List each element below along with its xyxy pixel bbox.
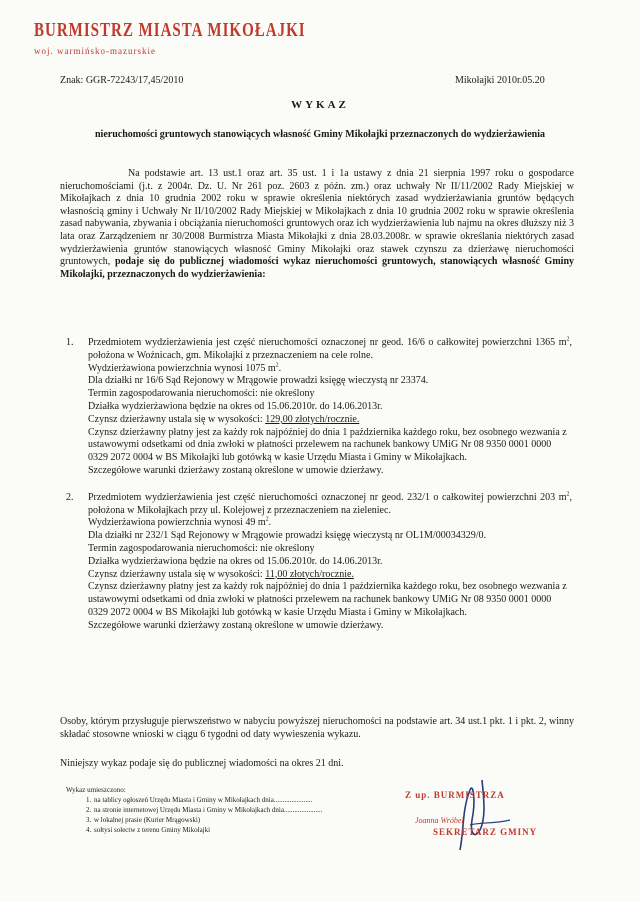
item-area: Przedmiotem wydzierżawienia jest część nieruchomości oznaczonej nr geod. 16/6 o całkowitej powierzchni 1365 $m^2$, położona w Woźnicach, gm. Mikołajki z przeznaczeniem na cele rolne. <box>88 336 572 361</box>
closing-paragraph: Osoby, którym przysługuje pierwszeństwo w nabyciu powyższej nieruchomości na podstawie art. 34 ust.1 pkt. 1 i pkt. 2, winny składać stosowne wnioski w ciągu 6 tygodni od daty wywieszenia wykazu. <box>60 716 574 740</box>
item-development: Termin zagospodarowania nieruchomości: nie określony <box>88 542 315 554</box>
list-item: 2. na stronie internetowej Urzędu Miasta i Gminy w Mikołajkach dnia...................... <box>86 806 323 814</box>
item-period: Działka wydzierżawiona będzie na okres od 15.06.2010r. do 14.06.2013r. <box>88 400 383 412</box>
item-area: Przedmiotem wydzierżawienia jest część nieruchomości oznaczonej nr geod. 232/1 o całkowitej powierzchni 203 $m^2$, położona w Mikołajkach przy ul. Kolejowej z przeznaczeniem na zieleniec. <box>88 491 572 516</box>
item-rent: Czynsz dzierżawny ustala się w wysokości: 129,00 złotych/rocznie. <box>88 413 360 425</box>
signature-stamp <box>405 790 555 837</box>
list-item: 1. na tablicy ogłoszeń Urzędu Miasta i Gminy w Mikołajkach dnia...................... <box>86 796 313 804</box>
item-register: Dla działki nr 232/1 Sąd Rejonowy w Mrągowie prowadzi księgę wieczystą nr OL1M/00034329/0. <box>88 530 486 542</box>
final-notice: Niniejszy wykaz podaje się do publicznej wiadomości na okres 21 dni. <box>60 758 344 769</box>
posting-title: Wykaz umieszczono: <box>66 786 126 794</box>
intro-text: Na podstawie art. 13 ust.1 oraz art. 35 ust. 1 i 1a ustawy z dnia 21 sierpnia 1997 roku o gospodarce nieruchomościami (j.t. z 2004r. Dz. U. Nr 261 poz. 2603 z późn. zm.) oraz uchwały Nr II/11/2002 Rady Miejskiej w Mikołajkach z dnia 10 grudnia 2002 roku w sprawie określenia niektórych zasad wydzierżawiania gruntów będących własnością gminy i Uchwały Nr II/10/2002 Rady Miejskiej w Mikołajkach z dnia 10 grudnia 2002 roku w sprawie określenia zasad nabywania, zbywania i obciążania nieruchomości gruntowych oraz ich wydzierżawienia lub najmu na okres dłuższy niż 3 lata oraz Zarządzeniem nr 30/2008 Burmistrza Miasta Mikołajki z dnia 28.03.2008r. w sprawie określania niektórych zasad wydzierżawienia gruntów stanowiących własność Gminy Mikołajki oraz stawek czynszu za dzierżawę nieruchomości gruntowych, <box>60 168 574 268</box>
item-rent: Czynsz dzierżawny ustala się w wysokości: 11,00 złotych/rocznie. <box>88 568 354 580</box>
item-terms: Szczegółowe warunki dzierżawy zostaną określone w umowie dzierżawy. <box>88 464 384 476</box>
item-rent-value: 129,00 złotych/rocznie. <box>265 413 360 425</box>
document-title: WYKAZ <box>291 99 349 111</box>
intro-paragraph <box>60 168 574 281</box>
property-list <box>66 336 572 647</box>
reference-number: Znak: GGR-72243/17,45/2010 <box>60 75 184 86</box>
stamp-position: SEKRETARZ GMINY <box>433 827 538 837</box>
document-date: Mikołajki 2010r.05.20 <box>455 75 545 86</box>
stamp-office-name: BURMISTRZ MIASTA MIKOŁAJKI <box>34 20 306 42</box>
item-terms: Szczegółowe warunki dzierżawy zostaną określone w umowie dzierżawy. <box>88 619 384 631</box>
item-number: 2. <box>66 491 74 503</box>
item-register: Dla działki nr 16/6 Sąd Rejonowy w Mrągowie prowadzi księgę wieczystą nr 23374. <box>88 375 429 387</box>
item-period: Działka wydzierżawiona będzie na okres od 15.06.2010r. do 14.06.2013r. <box>88 555 383 567</box>
intro-bold-text: podaje się do publicznej wiadomości wykaz nieruchomości gruntowych, stanowiących własność Gminy Mikołajki, przeznaczonych do wydzierżawienia: <box>60 256 575 280</box>
item-lease-area: Wydzierżawiona powierzchnia wynosi 1075 $m^2$. <box>88 362 282 374</box>
item-payment: Czynsz dzierżawny płatny jest za każdy rok najpóźniej do dnia 1 października każdego roku, bez osobnego wezwania z ustawowymi odsetkami od dnia zwłoki w płatności przelewem na rachunek bankowy UMiG Nr 08 9350 0001 0000 0329 2072 0004 w BS Mikołajki lub gotówką w kasie Urzędu Miasta i Gminy w Mikołajkach. <box>88 426 567 464</box>
list-item: 4. sołtysi sołectw z terenu Gminy Mikołajki <box>86 826 211 834</box>
item-lease-area: Wydzierżawiona powierzchnia wynosi 49 $m^2$. <box>88 517 272 529</box>
stamp-signer-name: Joanna Wróbel <box>415 816 464 825</box>
property-item <box>66 336 572 478</box>
list-item: 3. w lokalnej prasie (Kurier Mrągowski) <box>86 816 201 824</box>
item-payment: Czynsz dzierżawny płatny jest za każdy rok najpóźniej do dnia 1 października każdego roku, bez osobnego wezwania z ustawowymi odsetkami od dnia zwłoki w płatności przelewem na rachunek bankowy UMiG Nr 08 9350 0001 0000 0329 2072 0004 w BS Mikołajki lub gotówką w kasie Urzędu Miasta i Gminy w Mikołajkach. <box>88 581 567 618</box>
item-development: Termin zagospodarowania nieruchomości: nie określony <box>88 388 315 400</box>
stamp-authority: Z up. BURMISTRZA <box>405 790 505 800</box>
item-rent-value: 11,00 złotych/rocznie. <box>265 568 354 580</box>
stamp-region: woj. warmińsko-mazurskie <box>34 46 156 56</box>
item-number: 1. <box>66 337 74 348</box>
document-subtitle: nieruchomości gruntowych stanowiących własność Gminy Mikołajki przeznaczonych do wydzierżawienia <box>95 129 545 140</box>
property-item <box>66 491 572 633</box>
posting-list <box>66 785 322 835</box>
office-stamp-top <box>34 22 306 56</box>
